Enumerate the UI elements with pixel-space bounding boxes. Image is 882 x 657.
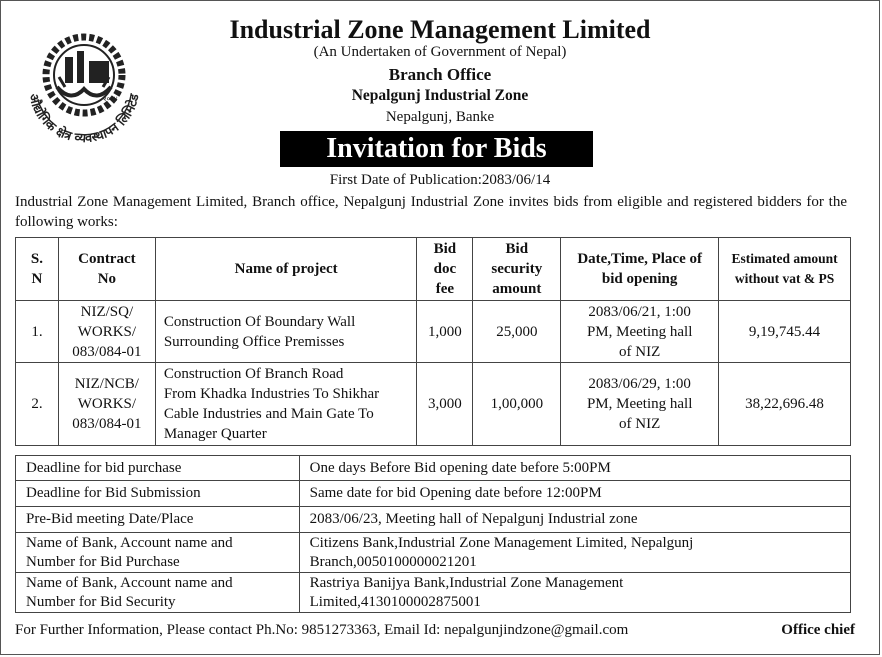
- deadlines-table: [15, 455, 851, 613]
- text-line: Date,Time, Place of: [577, 251, 702, 267]
- text-line: Name of project: [234, 261, 338, 277]
- text-line: Number for Bid Purchase: [26, 553, 180, 570]
- row-contract-no: [58, 363, 155, 446]
- branch-office: Branch Office: [388, 65, 492, 84]
- text-line: Name of Bank, Account name and: [26, 574, 233, 591]
- organization-name: Industrial Zone Management Limited: [229, 15, 651, 44]
- text-line: Number for Bid Security: [26, 593, 176, 610]
- office-location: Nepalgunj, Banke: [385, 109, 495, 125]
- industrial-zone: Nepalgunj Industrial Zone: [351, 87, 529, 104]
- text-line: WORKS/: [77, 323, 137, 340]
- row-sn: 1.: [16, 301, 59, 363]
- header-sn: [16, 238, 59, 301]
- text-line: NIZ/SQ/: [80, 303, 134, 320]
- text-line: Cable Industries and Main Gate To: [163, 406, 374, 422]
- text-line: 2083/06/21, 1:00: [588, 303, 691, 320]
- text-line: Construction Of Boundary Wall: [163, 313, 356, 330]
- deadline-row: [16, 456, 851, 481]
- table-header-row: [16, 238, 851, 301]
- text-line: Pre-Bid meeting Date/Place: [26, 511, 194, 527]
- text-line: Construction Of Branch Road: [163, 366, 344, 382]
- logo-year: २०४४: [103, 95, 118, 103]
- text-line: without vat & PS: [734, 271, 835, 286]
- deadline-label: [16, 481, 300, 507]
- header-project-name: [155, 238, 417, 301]
- text-line: of NIZ: [619, 343, 661, 360]
- text-line: PM, Meeting hall: [586, 396, 693, 412]
- header-security-amount: [473, 238, 561, 301]
- text-line: Deadline for bid purchase: [26, 459, 182, 476]
- deadline-value: [299, 481, 850, 507]
- row-project-name: [155, 301, 417, 363]
- text-line: of NIZ: [619, 416, 661, 432]
- row-estimated-amount: 38,22,696.48: [719, 363, 851, 446]
- row-doc-fee: 1,000: [417, 301, 473, 363]
- text-line: Rastriya Banijya Bank,Industrial Zone Management: [309, 574, 624, 591]
- header-bid-opening: [561, 238, 719, 301]
- row-project-name: [155, 363, 417, 446]
- text-line: amount: [492, 281, 542, 297]
- text-line: doc: [433, 261, 457, 277]
- table-row: [16, 301, 851, 363]
- text-line: fee: [435, 281, 455, 297]
- deadline-row: [16, 533, 851, 573]
- text-line: 083/084-01: [72, 343, 142, 360]
- deadline-label: [16, 456, 300, 481]
- text-line: Contract: [78, 251, 136, 267]
- header-doc-fee: [417, 238, 473, 301]
- text-line: Citizens Bank,Industrial Zone Management Limited, Nepalgunj: [309, 534, 694, 551]
- row-security-amount: 1,00,000: [473, 363, 561, 446]
- organization-subtitle: (An Undertaken of Government of Nepal): [313, 44, 567, 60]
- row-doc-fee: 3,000: [417, 363, 473, 446]
- text-line: 2083/06/23, Meeting hall of Nepalgunj Industrial zone: [309, 511, 638, 527]
- text-line: Bid: [505, 241, 529, 257]
- text-line: 2083/06/29, 1:00: [588, 376, 691, 392]
- header-contract-no: [58, 238, 155, 301]
- row-security-amount: 25,000: [473, 301, 561, 363]
- deadline-label: [16, 573, 300, 613]
- deadline-value: [299, 456, 850, 481]
- table-row: [16, 363, 851, 446]
- text-line: Surrounding Office Premisses: [163, 333, 345, 350]
- text-line: 083/084-01: [72, 416, 142, 432]
- works-table: [15, 237, 851, 446]
- contact-info: For Further Information, Please contact Ph.No: 9851273363, Email Id: nepalgunjindzone@gmail.com: [15, 622, 629, 638]
- deadline-row: [16, 573, 851, 613]
- text-line: From Khadka Industries To Shikhar: [163, 386, 380, 402]
- text-line: WORKS/: [77, 396, 137, 412]
- text-line: NIZ/NCB/: [74, 376, 139, 392]
- logo-text: औद्योगिक क्षेत्र व्यवस्थापन लिमिटेड: [26, 91, 142, 146]
- deadline-value: [299, 573, 850, 613]
- text-line: bid opening: [601, 271, 678, 287]
- text-line: Limited,4130100002875001: [309, 593, 481, 610]
- row-sn: 2.: [16, 363, 59, 446]
- text-line: S.: [30, 251, 43, 267]
- text-line: Branch,0050100000021201: [309, 553, 477, 570]
- row-bid-opening: [561, 301, 719, 363]
- row-bid-opening: [561, 363, 719, 446]
- text-line: Bid: [433, 241, 457, 257]
- text-line: PM, Meeting hall: [586, 323, 693, 340]
- row-contract-no: [58, 301, 155, 363]
- row-estimated-amount: 9,19,745.44: [719, 301, 851, 363]
- text-line: Deadline for Bid Submission: [26, 485, 201, 501]
- text-line: Manager Quarter: [163, 426, 267, 442]
- text-line: Estimated amount: [731, 251, 838, 266]
- deadline-row: [16, 481, 851, 507]
- deadline-label: [16, 507, 300, 533]
- text-line: No: [97, 271, 117, 287]
- text-line: One days Before Bid opening date before 5:00PM: [309, 459, 611, 476]
- deadline-label: [16, 533, 300, 573]
- deadline-value: [299, 533, 850, 573]
- deadline-row: [16, 507, 851, 533]
- deadline-value: [299, 507, 850, 533]
- text-line: Name of Bank, Account name and: [26, 534, 233, 551]
- text-line: Same date for bid Opening date before 12:00PM: [309, 485, 602, 501]
- text-line: N: [31, 271, 43, 287]
- signature-office-chief: Office chief: [781, 622, 855, 638]
- intro-paragraph: Industrial Zone Management Limited, Branch office, Nepalgunj Industrial Zone invites bids from eligible and registered bidders for the following works:: [15, 194, 847, 230]
- header-estimated-amount: [719, 238, 851, 301]
- text-line: security: [491, 261, 543, 277]
- notice-title-banner: Invitation for Bids: [280, 131, 593, 167]
- publication-date: First Date of Publication:2083/06/14: [329, 172, 551, 188]
